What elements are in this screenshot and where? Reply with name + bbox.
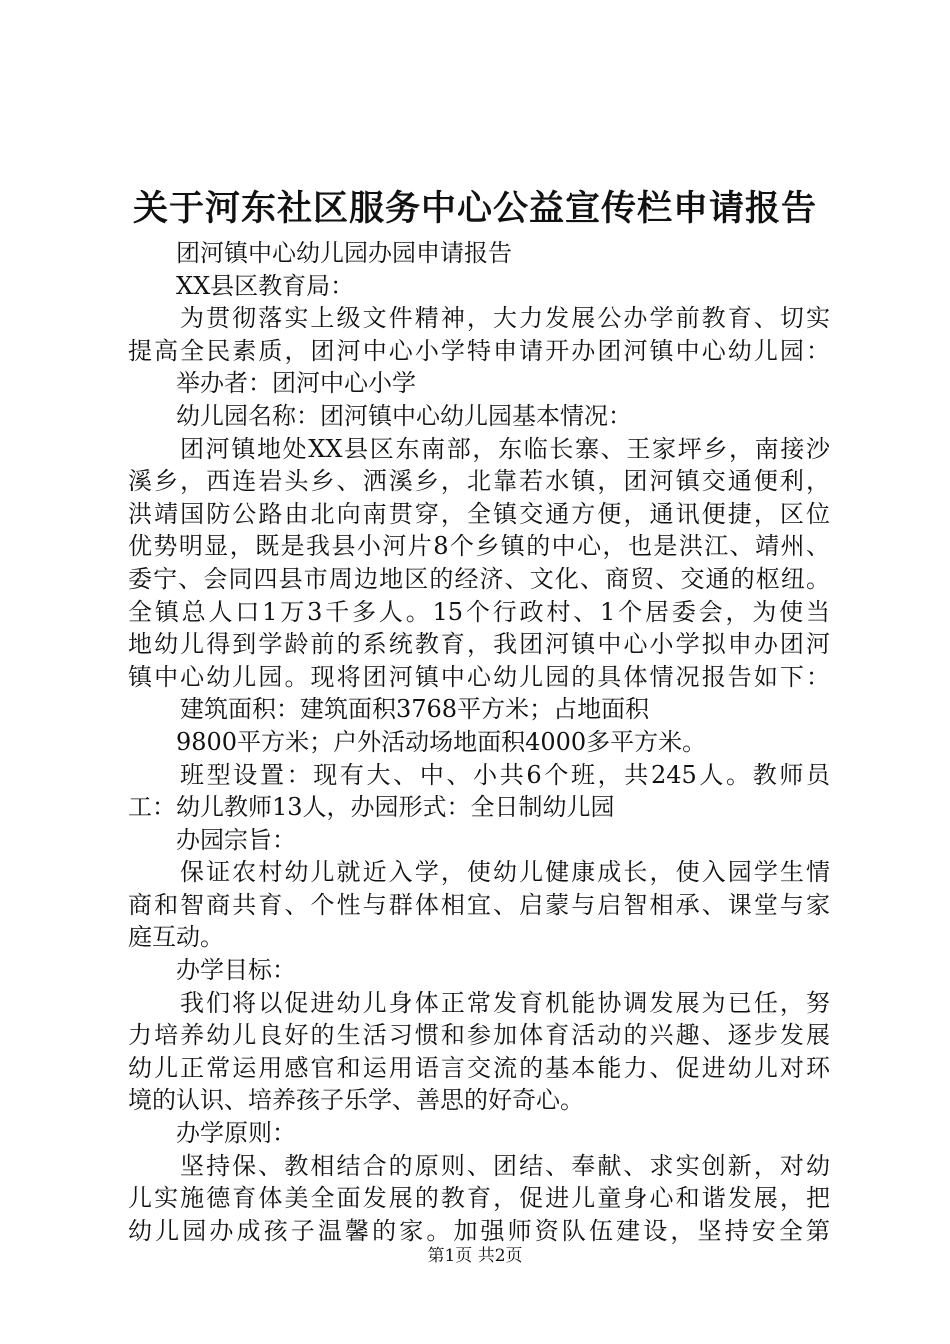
- paragraph-line: 溪乡，西连岩头乡、洒溪乡，北靠若水镇，团河镇交通便利，: [128, 467, 830, 496]
- paragraph-line: 庭互动。: [128, 923, 224, 952]
- paragraph-line: 镇中心幼儿园。现将团河镇中心幼儿园的具体情况报告如下：: [128, 662, 830, 691]
- paragraph-line: 团河镇中心幼儿园办园申请报告: [176, 239, 512, 267]
- paragraph-line: 团河镇地处XX县区东南部，东临长寨、王家坪乡，南接沙: [180, 434, 830, 463]
- paragraph-line: 办园宗旨：: [176, 825, 296, 854]
- paragraph-line: 班型设置：现有大、中、小共6个班，共245人。教师员: [180, 760, 830, 789]
- document-title: 关于河东社区服务中心公益宣传栏申请报告: [132, 188, 817, 229]
- paragraph-line: 我们将以促进幼儿身体正常发育机能协调发展为已任，努: [180, 988, 830, 1017]
- paragraph-line: 举办者：团河中心小学: [176, 369, 416, 398]
- paragraph-line: XX县区教育局：: [176, 271, 355, 300]
- paragraph-line: 全镇总人口1万3千多人。15个行政村、1个居委会，为使当: [128, 597, 830, 626]
- paragraph-line: 境的认识、培养孩子乐学、善思的好奇心。: [128, 1086, 584, 1115]
- paragraph-line: 为贯彻落实上级文件精神，大力发展公办学前教育、切实: [180, 304, 830, 333]
- paragraph-line: 商和智商共育、个性与群体相宜、启蒙与启智相承、课堂与家: [128, 890, 830, 919]
- paragraph-line: 幼儿园办成孩子温馨的家。加强师资队伍建设，坚持安全第: [128, 1216, 830, 1245]
- paragraph-line: 坚持保、教相结合的原则、团结、奉献、求实创新，对幼: [180, 1151, 830, 1180]
- document-body: [128, 237, 830, 1247]
- paragraph-line: 办学原则：: [176, 1119, 296, 1148]
- paragraph-line: 9800平方米；户外活动场地面积4000多平方米。: [176, 727, 707, 756]
- paragraph-line: 保证农村幼儿就近入学，使幼儿健康成长，使入园学生情: [180, 858, 830, 887]
- paragraph-line: 力培养幼儿良好的生活习惯和参加体育活动的兴趣、逐步发展: [128, 1021, 830, 1050]
- paragraph-line: 工：幼儿教师13人，办园形式：全日制幼儿园: [128, 793, 615, 822]
- paragraph-line: 洪靖国防公路由北向南贯穿，全镇交通方便，通讯便捷，区位: [128, 499, 830, 528]
- paragraph-line: 幼儿园名称：团河镇中心幼儿园基本情况：: [176, 401, 632, 430]
- paragraph-line: 委宁、会同四县市周边地区的经济、文化、商贸、交通的枢纽。: [128, 564, 830, 593]
- paragraph-line: 地幼儿得到学龄前的系统教育，我团河镇中心小学拟申办团河: [128, 630, 830, 659]
- paragraph-line: 提高全民素质，团河中心小学特申请开办团河镇中心幼儿园：: [128, 336, 830, 365]
- paragraph-line: 幼儿正常运用感官和运用语言交流的基本能力、促进幼儿对环: [128, 1053, 830, 1082]
- paragraph-line: 建筑面积：建筑面积3768平方米；占地面积: [180, 695, 650, 724]
- paragraph-line: 优势明显，既是我县小河片8个乡镇的中心，也是洪江、靖州、: [128, 532, 830, 561]
- paragraph-line: 儿实施德育体美全面发展的教育，促进儿童身心和谐发展，把: [128, 1184, 830, 1213]
- paragraph-line: 办学目标：: [176, 956, 296, 985]
- page-number-footer: 第1页 共2页: [427, 1246, 523, 1266]
